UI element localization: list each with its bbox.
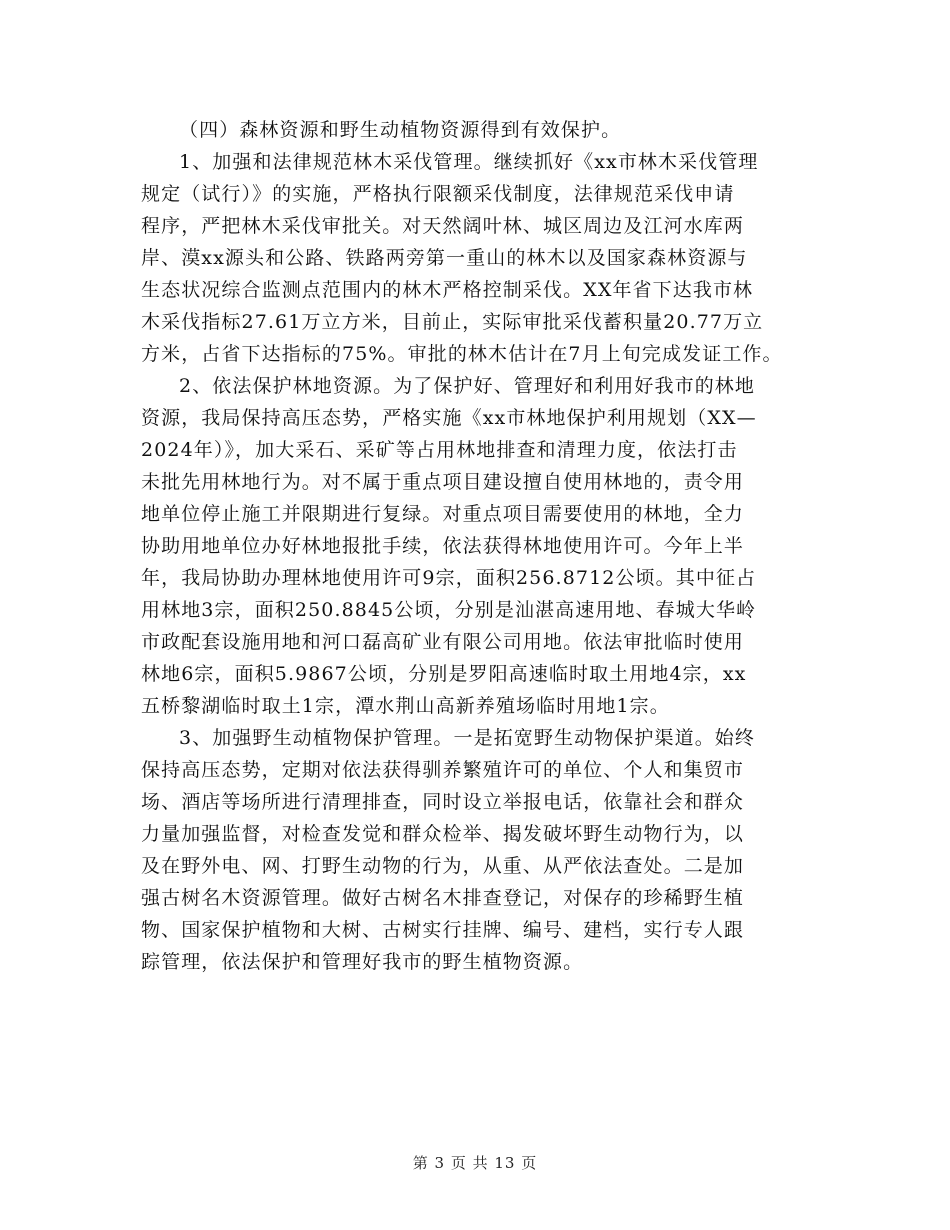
paragraph-line: 年，我局协助办理林地使用许可9宗，面积256.8712公顷。其中征占 bbox=[141, 567, 757, 589]
paragraph-line: 林地6宗，面积5.9867公顷，分别是罗阳高速临时取土用地4宗，xx bbox=[141, 663, 747, 685]
paragraph-line: 程序，严把林木采伐审批关。对天然阔叶林、城区周边及江河水库两 bbox=[141, 215, 745, 237]
paragraph-line: 踪管理，依法保护和管理好我市的野生植物资源。 bbox=[141, 951, 584, 973]
paragraph-line: 强古树名木资源管理。做好古树名木排查登记，对保存的珍稀野生植 bbox=[141, 887, 745, 909]
paragraph-line: 木采伐指标27.61万立方米，目前止，实际审批采伐蓄积量20.77万立 bbox=[141, 311, 764, 333]
paragraph-line: 规定（试行）》的实施，严格执行限额采伐制度，法律规范采伐申请 bbox=[141, 183, 735, 205]
paragraph-line: 生态状况综合监测点范围内的林木严格控制采伐。XX年省下达我市林 bbox=[141, 279, 754, 301]
paragraph-line: 保持高压态势，定期对依法获得驯养繁殖许可的单位、个人和集贸市 bbox=[141, 759, 745, 781]
paragraph-first-line: 2、依法保护林地资源。为了保护好、管理好和利用好我市的林地 bbox=[179, 375, 755, 397]
paragraph-line: 岸、漠xx源头和公路、铁路两旁第一重山的林木以及国家森林资源与 bbox=[141, 247, 748, 269]
document-body bbox=[141, 114, 817, 978]
paragraph-line: 地单位停止施工并限期进行复绿。对重点项目需要使用的林地，全力 bbox=[141, 503, 745, 525]
paragraph-first-line: 3、加强野生动植物保护管理。一是拓宽野生动物保护渠道。始终 bbox=[179, 727, 755, 749]
paragraph-line: 五桥黎湖临时取土1宗，潭水荆山高新养殖场临时用地1宗。 bbox=[141, 695, 670, 717]
paragraph-first-line: 1、加强和法律规范林木采伐管理。继续抓好《xx市林木采伐管理 bbox=[179, 151, 759, 173]
paragraph-line: 未批先用林地行为。对不属于重点项目建设擅自使用林地的，责令用 bbox=[141, 471, 745, 493]
paragraph-line: 2024年）》，加大采石、采矿等占用林地排查和清理力度，依法打击 bbox=[141, 439, 738, 461]
page-number-footer: 第 3 页 共 13 页 bbox=[412, 1154, 538, 1172]
paragraph-line: 力量加强监督，对检查发觉和群众检举、揭发破坏野生动物行为，以 bbox=[141, 823, 745, 845]
paragraph-line: 协助用地单位办好林地报批手续，依法获得林地使用许可。今年上半 bbox=[141, 535, 745, 557]
paragraph-line: 资源，我局保持高压态势，严格实施《xx市林地保护利用规划（XX— bbox=[141, 407, 757, 429]
paragraph-first-line: （四）森林资源和野生动植物资源得到有效保护。 bbox=[179, 119, 622, 141]
paragraph-line: 市政配套设施用地和河口磊高矿业有限公司用地。依法审批临时使用 bbox=[141, 631, 745, 653]
paragraph-line: 物、国家保护植物和大树、古树实行挂牌、编号、建档，实行专人跟 bbox=[141, 919, 745, 941]
paragraph-line: 方米，占省下达指标的75%。审批的林木估计在7月上旬完成发证工作。 bbox=[141, 343, 783, 365]
paragraph-line: 及在野外电、网、打野生动物的行为，从重、从严依法查处。二是加 bbox=[141, 855, 745, 877]
paragraph-line: 用林地3宗，面积250.8845公顷，分别是汕湛高速用地、春城大华岭 bbox=[141, 599, 757, 621]
paragraph-line: 场、酒店等场所进行清理排查，同时设立举报电话，依靠社会和群众 bbox=[141, 791, 745, 813]
